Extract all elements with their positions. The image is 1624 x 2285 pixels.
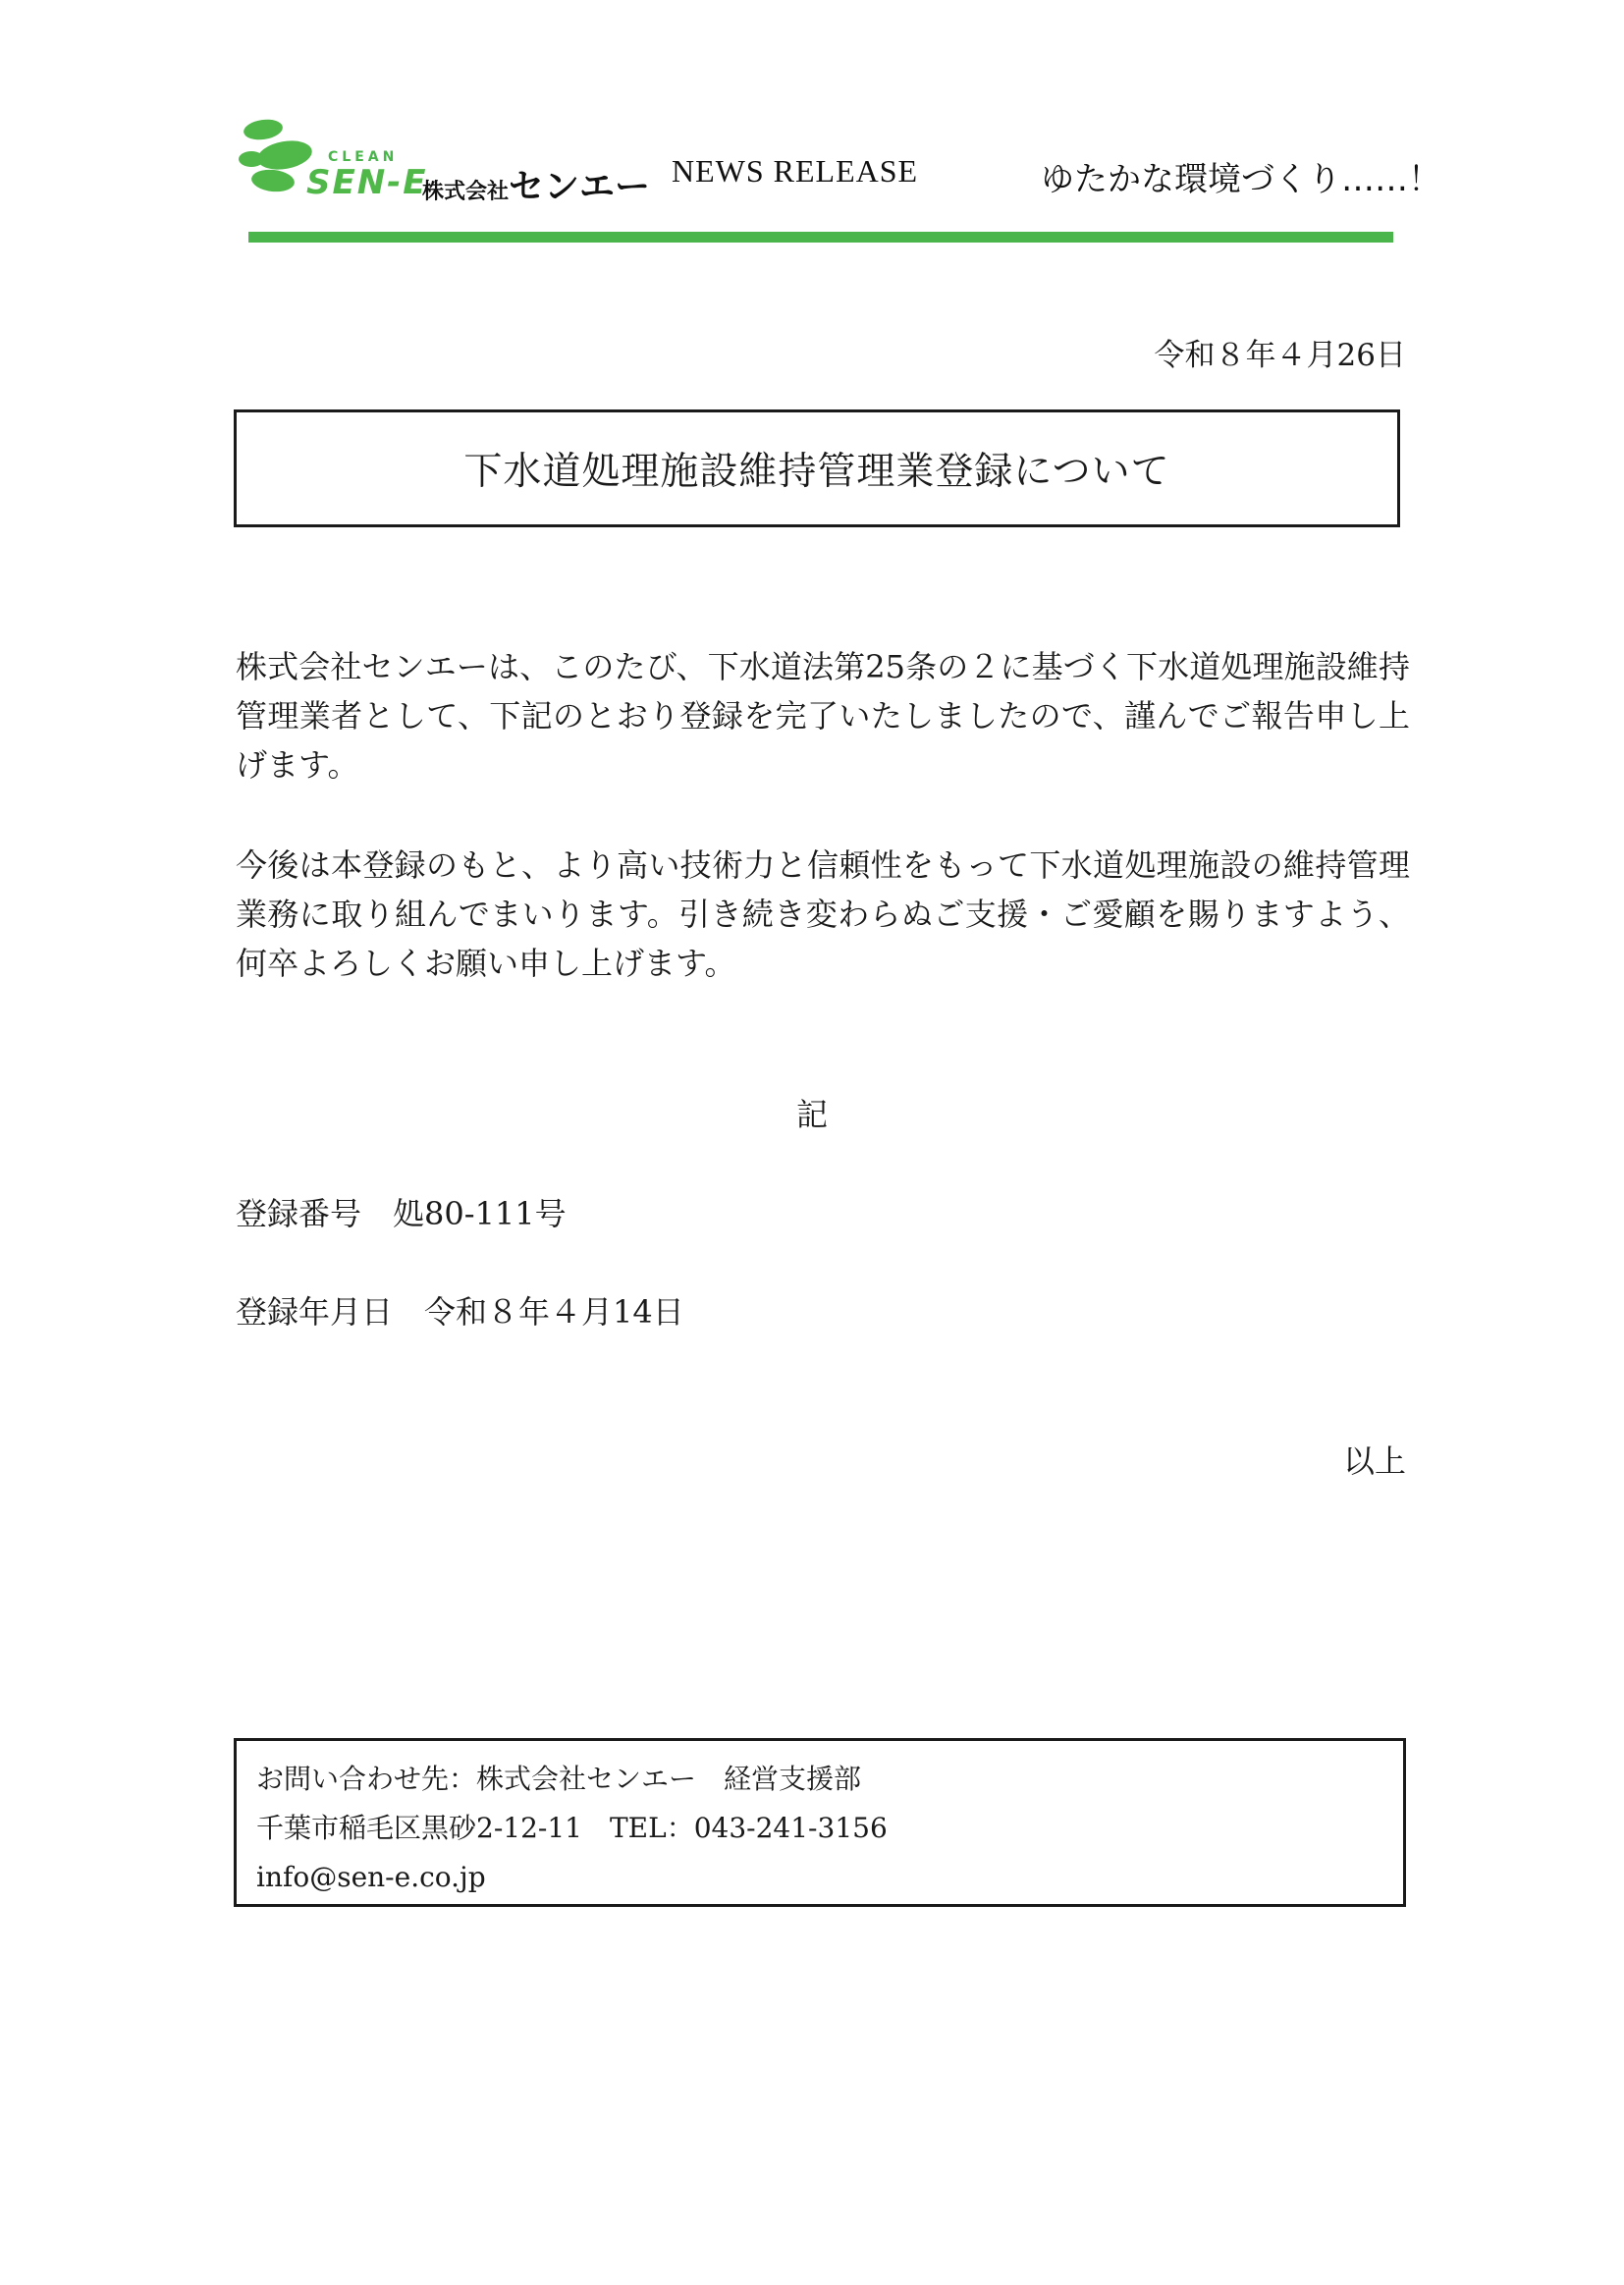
logo-company-name: [422, 159, 650, 209]
logo-company-prefix: 株式会社: [422, 180, 510, 204]
registration-date-row: [236, 1287, 684, 1333]
registration-date-label: 登録年月日: [236, 1293, 394, 1331]
closing-mark: 以上: [1342, 1442, 1406, 1480]
registration-number-value: 処80-111号: [393, 1195, 567, 1232]
body-paragraph-1: 株式会社センエーは、このたび、下水道法第25条の２に基づく下水道処理施設維持管理業者として、下記のとおり登録を完了いたしましたので、謹んでご報告申し上げます。: [236, 648, 1410, 784]
registration-number-label: 登録番号: [236, 1195, 362, 1232]
body-paragraph-2: 今後は本登録のもと、より高い技術力と信頼性をもって下水道処理施設の維持管理業務に取り組んでまいります。引き続き変わらぬご支援・ご愛顧を賜りますよう、何卒よろしくお願い申し上げます。: [236, 846, 1410, 982]
company-logo: [234, 116, 651, 207]
title-box: [234, 409, 1400, 527]
release-date: 令和８年４月26日: [1154, 338, 1406, 373]
logo-company-main: センエー: [509, 167, 651, 207]
registration-date-value: 令和８年４月14日: [424, 1293, 684, 1331]
news-release-label: NEWS RELEASE: [672, 153, 919, 189]
contact-email[interactable]: info@sen-e.co.jp: [256, 1861, 486, 1893]
registration-number-row: [236, 1189, 567, 1234]
company-slogan: ゆたかな環境づくり……！: [1041, 160, 1441, 199]
contact-department: お問い合わせ先：株式会社センエー 経営支援部: [256, 1763, 862, 1795]
contact-box: [234, 1738, 1406, 1907]
logo-sub-text: CLEAN: [328, 149, 399, 165]
logo-brand-text: SEN-E: [306, 163, 428, 202]
record-heading: 記: [795, 1096, 828, 1133]
document-title: 下水道処理施設維持管理業登録について: [463, 450, 1170, 494]
header-divider: [248, 232, 1393, 243]
contact-address-phone: 千葉市稲毛区黒砂2-12-11 TEL：043-241-3156: [256, 1812, 888, 1844]
